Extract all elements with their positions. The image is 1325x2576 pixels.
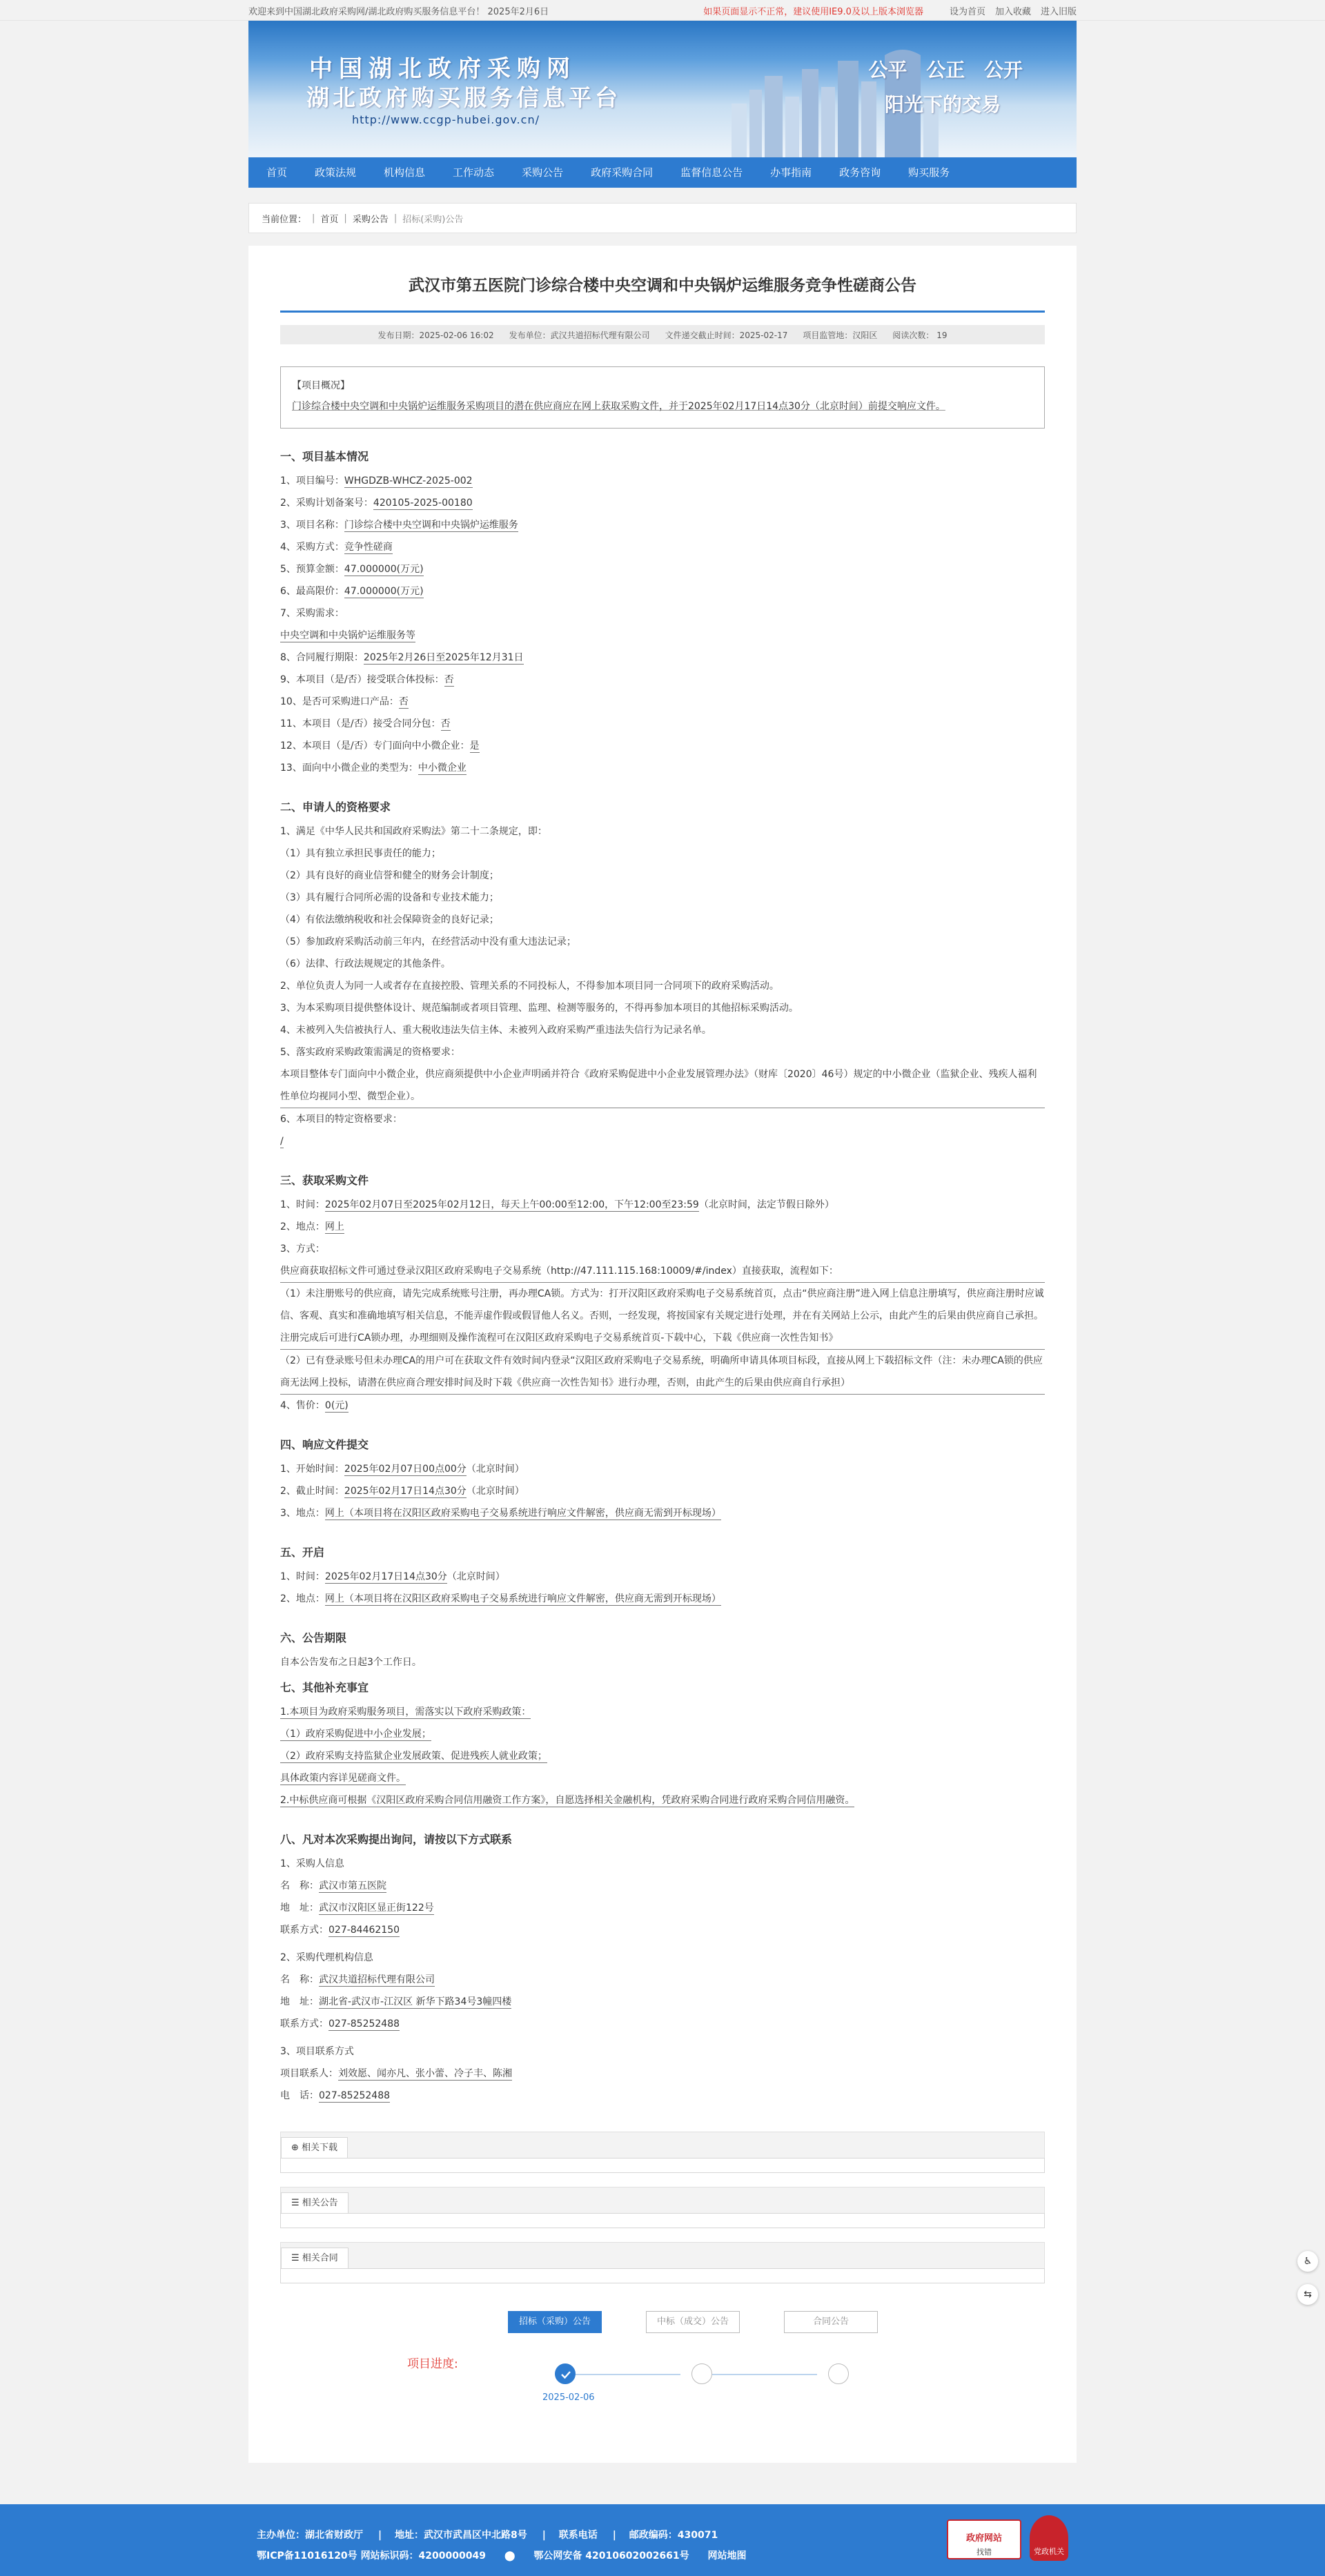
- info-row: [280, 1745, 1045, 1767]
- meta-views: 阅读次数： 19: [892, 330, 948, 340]
- info-row: 4、售价：0(元): [280, 1400, 349, 1411]
- qualification-item: 5、落实政府采购政策需满足的资格要求：: [280, 1047, 460, 1058]
- top-bar: [0, 0, 1325, 21]
- contact-group-title: 2、采购代理机构信息: [280, 1952, 373, 1963]
- obtain-method-step2: （2）已有登录账号但未办理CA的用户可在获取文件有效时间内登录“汉阳区政府采购电子交易系统，明确所申请具体项目标段，直接从网上下载招标文件（注：未办理CA锁的供应商无法网上投标，请潜在供应商合理安排时间及时下载《供应商一次性告知书》进行办理，否则，由此产生的后果由供应商自行承担）: [280, 1350, 1045, 1395]
- section-notice-period: [280, 1628, 1045, 1673]
- other-matter: 1.本项目为政府采购服务项目，需落实以下政府采购政策：: [280, 1707, 531, 1718]
- translate-icon[interactable]: ⇆: [1297, 2284, 1318, 2305]
- old-version-link[interactable]: 进入旧版: [1040, 6, 1077, 17]
- qualification-item: （3）具有履行合同所必需的设备和专业技术能力；: [280, 892, 499, 903]
- footer-address: 地址：武汉市武昌区中北路8号: [395, 2530, 527, 2541]
- set-homepage-link[interactable]: 设为首页: [949, 6, 985, 17]
- footer-sponsor: 主办单位：湖北省财政厅: [257, 2530, 363, 2541]
- breadcrumb-label: 当前位置：: [262, 214, 307, 225]
- info-row: [280, 1789, 1045, 1811]
- info-row: 2、截止时间：2025年02月17日14点30分（北京时间）: [280, 1486, 524, 1497]
- slogan-fairness: 公平 公正 公开: [868, 59, 1023, 81]
- info-row: 12、本项目（是/否）专门面向中小微企业：是: [280, 740, 480, 751]
- list-icon: ☰: [291, 2253, 302, 2263]
- main-nav: [0, 157, 1325, 188]
- header-banner: [0, 21, 1325, 157]
- special-requirement: /: [280, 1136, 284, 1147]
- related-downloads-tab[interactable]: ⊕ 相关下载: [281, 2137, 348, 2158]
- page-title: 武汉市第五医院门诊综合楼中央空调和中央锅炉运维服务竞争性磋商公告: [280, 273, 1045, 313]
- notice-period-text: 自本公告发布之日起3个工作日。: [280, 1657, 422, 1668]
- breadcrumb-separator: |: [393, 213, 398, 224]
- project-name: 门诊综合楼中央空调和中央锅炉运维服务: [344, 520, 518, 531]
- info-row: 2、地点：网上: [280, 1221, 344, 1232]
- info-row: 联系方式：027-85252488: [280, 2018, 400, 2029]
- qualification-item: （4）有依法缴纳税收和社会保障资金的良好记录；: [280, 914, 499, 925]
- step-pending-circle: [828, 2363, 849, 2384]
- section-heading: 二、申请人的资格要求: [280, 800, 391, 814]
- info-row: 1、开始时间：2025年02月07日00点00分（北京时间）: [280, 1464, 524, 1475]
- progress-connector: [712, 2374, 817, 2375]
- step-bidding-notice[interactable]: 招标（采购）公告: [508, 2311, 602, 2333]
- info-row: [280, 1701, 1045, 1723]
- article: [0, 246, 1325, 2463]
- breadcrumb-home[interactable]: 首页: [320, 214, 339, 225]
- nav-contracts[interactable]: 政府采购合同: [591, 166, 654, 179]
- project-number: WHGDZB-WHCZ-2025-002: [344, 475, 473, 486]
- section-opening: [280, 1542, 1045, 1610]
- qualification-item: （2）具有良好的商业信誉和健全的财务会计制度；: [280, 870, 499, 881]
- section-obtain-documents: [280, 1170, 1045, 1417]
- breadcrumb-notices[interactable]: 采购公告: [352, 214, 389, 225]
- joint-bid: 否: [444, 674, 454, 685]
- nav-purchase-services[interactable]: 购买服务: [908, 166, 950, 179]
- qualification-item: 1、满足《中华人民共和国政府采购法》第二十二条规定，即：: [280, 826, 547, 837]
- project-progress: [280, 2311, 1045, 2421]
- meta-bar: [280, 325, 1045, 344]
- info-row: 2、地点：网上（本项目将在汉阳区政府采购电子交易系统进行响应文件解密，供应商无需到开标现场）: [280, 1593, 721, 1604]
- section-heading: 四、响应文件提交: [280, 1438, 369, 1451]
- section-heading: 五、开启: [280, 1546, 325, 1559]
- nav-consult[interactable]: 政务咨询: [839, 166, 881, 179]
- purchaser-name: 武汉市第五医院: [319, 1880, 386, 1891]
- section-heading: 六、公告期限: [280, 1631, 347, 1644]
- obtain-time: 2025年02月07日至2025年02月12日，每天上午00:00至12:00，下午12:00至23:59: [324, 1199, 699, 1210]
- info-row: 联系方式：027-84462150: [280, 1925, 400, 1936]
- info-row: 名 称：武汉市第五医院: [280, 1880, 386, 1891]
- info-row: 10、是否可采购进口产品：否: [280, 696, 409, 707]
- section-heading: 一、项目基本情况: [280, 450, 369, 463]
- add-favorite-link[interactable]: 加入收藏: [994, 6, 1031, 17]
- site-subtitle: 湖北政府购买服务信息平台: [306, 84, 621, 111]
- info-row: 4、采购方式：竞争性磋商: [280, 542, 393, 553]
- agency-name: 武汉共道招标代理有限公司: [319, 1974, 435, 1985]
- progress-connector: [576, 2374, 680, 2375]
- other-matter: 2.中标供应商可根据《汉阳区政府采购合同信用融资工作方案》，自愿选择相关金融机构，凭政府采购合同进行政府采购合同信用融资。: [280, 1795, 855, 1806]
- progress-label: 项目进度:: [407, 2357, 458, 2371]
- info-row: 地 址：武汉市汉阳区显正街122号: [280, 1902, 434, 1914]
- procurement-demand: 中央空调和中央锅炉运维服务等: [280, 630, 415, 641]
- footer-contact-link[interactable]: 联系电话: [558, 2530, 598, 2541]
- check-icon: [555, 2363, 576, 2384]
- opening-place: 网上（本项目将在汉阳区政府采购电子交易系统进行响应文件解密，供应商无需到开标现场）: [324, 1593, 721, 1604]
- footer-site-code: 网站标识码：4200000049: [360, 2550, 486, 2562]
- info-row: 11、本项目（是/否）接受合同分包：否: [280, 718, 451, 729]
- footer-line2: [257, 2548, 747, 2562]
- other-matter: （2）政府采购支持监狱企业发展政策、促进残疾人就业政策；: [280, 1751, 547, 1762]
- browser-warning: 如果页面显示不正常，建议使用IE9.0及以上版本浏览器: [703, 6, 923, 17]
- footer-postcode: 邮政编码：430071: [629, 2530, 718, 2541]
- party-gov-badge[interactable]: 党政机关: [1030, 2515, 1068, 2561]
- sme-dedicated: 是: [469, 740, 480, 751]
- qualification-item: 4、未被列入失信被执行人、重大税收违法失信主体、未被列入政府采购严重违法失信行为记录名单。: [280, 1025, 711, 1036]
- section-heading: 七、其他补充事宜: [280, 1681, 369, 1694]
- info-row: 电 话：027-85252488: [280, 2090, 391, 2101]
- breadcrumb: [0, 203, 1325, 233]
- info-row: [280, 1723, 1045, 1745]
- gov-website-error-badge[interactable]: 政府网站 找错: [947, 2519, 1021, 2559]
- footer-sitemap-link[interactable]: 网站地图: [707, 2550, 747, 2562]
- overview-label: 【项目概况】: [292, 380, 350, 391]
- info-row: 3、项目名称：门诊综合楼中央空调和中央锅炉运维服务: [280, 520, 518, 531]
- info-row: [280, 1767, 1045, 1789]
- nav-home[interactable]: 首页: [266, 166, 288, 179]
- related-contracts-tab[interactable]: ☰ 相关合同: [281, 2248, 349, 2268]
- step-contract-notice[interactable]: 合同公告: [784, 2311, 878, 2333]
- related-contracts: [280, 2242, 1045, 2283]
- police-badge-icon: ⬤: [504, 2550, 519, 2562]
- slogan-sunshine: 阳光下的交易: [884, 93, 1001, 116]
- accessibility-icon[interactable]: ♿: [1297, 2251, 1318, 2272]
- related-notices: [280, 2187, 1045, 2228]
- meta-publish-date: 发布日期：2025-02-06 16:02: [377, 330, 494, 340]
- info-row: 3、地点：网上（本项目将在汉阳区政府采购电子交易系统进行响应文件解密，供应商无需到开标现场）: [280, 1508, 721, 1519]
- obtain-method-text: 供应商获取招标文件可通过登录汉阳区政府采购电子交易系统（http://47.111.115.168:10009/#/index）直接获取，流程如下：: [280, 1260, 1045, 1283]
- section-heading: 三、获取采购文件: [280, 1174, 369, 1187]
- submission-start: 2025年02月07日00点00分: [344, 1464, 467, 1475]
- plan-record-number: 420105-2025-00180: [373, 498, 473, 509]
- footer-police-link[interactable]: ⬤ 鄂公网安备 42010602002661号: [504, 2550, 689, 2562]
- meta-region: 项目监管地：汉阳区: [803, 330, 878, 340]
- info-row: 13、面向中小微企业的类型为：中小微企业: [280, 763, 467, 774]
- submission-place: 网上（本项目将在汉阳区政府采购电子交易系统进行响应文件解密，供应商无需到开标现场）: [324, 1508, 721, 1519]
- overview-text: 门诊综合楼中央空调和中央锅炉运维服务采购项目的潜在供应商应在网上获取采购文件，并于2025年02月17日14点30分（北京时间）前提交响应文件。: [292, 401, 945, 412]
- section-basic-info: [280, 446, 1045, 779]
- import-products: 否: [398, 696, 409, 707]
- section-contacts: [280, 1829, 1045, 2107]
- related-downloads: [280, 2132, 1045, 2173]
- section-other-matters: [280, 1678, 1045, 1811]
- step-award-notice[interactable]: 中标（成交）公告: [646, 2311, 740, 2333]
- section-submission: [280, 1435, 1045, 1524]
- other-matter: （1）政府采购促进中小企业发展；: [280, 1729, 431, 1740]
- nav-agencies[interactable]: 机构信息: [384, 166, 426, 179]
- contact-group-title: 3、项目联系方式: [280, 2046, 354, 2057]
- qualification-item: （1）具有独立承担民事责任的能力；: [280, 848, 441, 859]
- footer-icp-link[interactable]: 鄂ICP备11016120号: [257, 2550, 357, 2562]
- footer-line1: 主办单位：湖北省财政厅 | 地址：武汉市武昌区中北路8号 | 联系电话 | 邮政编码：430071: [257, 2530, 718, 2541]
- purchaser-address: 武汉市汉阳区显正街122号: [319, 1902, 434, 1914]
- document-price: 0(元): [324, 1400, 349, 1411]
- section-heading: 八、凡对本次采购提出询问，请按以下方式联系: [280, 1833, 513, 1846]
- related-notices-body: [280, 2213, 1045, 2228]
- info-row: 7、采购需求：: [280, 608, 344, 619]
- qualification-item: （6）法律、行政法规规定的其他条件。: [280, 958, 451, 970]
- info-row: 项目联系人：刘效愿、闻亦凡、张小蕾、冷子丰、陈湘: [280, 2068, 512, 2079]
- info-row: 1、项目编号：WHGDZB-WHCZ-2025-002: [280, 475, 473, 486]
- info-row: 6、最高限价：47.000000(万元): [280, 586, 424, 597]
- project-phone: 027-85252488: [319, 2090, 391, 2101]
- related-downloads-body: [280, 2158, 1045, 2173]
- welcome-text: 欢迎来到中国湖北政府采购网/湖北政府购买服务信息平台！ 2025年2月6日: [248, 6, 549, 17]
- info-row: 名 称：武汉共道招标代理有限公司: [280, 1974, 435, 1985]
- subcontract: 否: [440, 718, 451, 729]
- footer: [0, 2504, 1325, 2576]
- progress-date: 2025-02-06: [542, 2392, 595, 2403]
- other-matter: 具体政策内容详见磋商文件。: [280, 1773, 406, 1784]
- related-contracts-body: [280, 2268, 1045, 2283]
- contract-period: 2025年2月26日至2025年12月31日: [363, 652, 524, 663]
- obtain-method-step1: （1）未注册账号的供应商，请先完成系统账号注册，再办理CA锁。方式为：打开汉阳区政府采购电子交易系统首页，点击“供应商注册”进入网上信息注册填写，供应商注册时应诚信、客观、真实和准确地填写相关信息，不能弄虚作假或假冒他人名义。否则，一经发现，将按国家有关规定进行处理，并在有关网站上公示，由此产生的后果由供应商自己承担。注册完成后可进行CA锁办理，办理细则及操作流程可在汉阳区政府采购电子交易系统首页-下载中心，下载《供应商一次性告知书》: [280, 1283, 1045, 1350]
- opening-time: 2025年02月17日14点30分: [324, 1571, 447, 1582]
- breadcrumb-separator: |: [312, 213, 315, 224]
- site-url: http://www.ccgp-hubei.gov.cn/: [352, 113, 540, 126]
- meta-publisher: 发布单位：武汉共道招标代理有限公司: [509, 330, 650, 340]
- agency-address: 湖北省-武汉市-江汉区 新华下路34号3幢四楼: [319, 1996, 512, 2007]
- qualification-item: 6、本项目的特定资格要求：: [280, 1114, 402, 1125]
- info-row: [280, 1130, 1045, 1152]
- related-notices-tab[interactable]: ☰ 相关公告: [281, 2192, 349, 2213]
- info-row: [280, 625, 1045, 647]
- section-qualifications: [280, 797, 1045, 1152]
- info-row: 1、时间：2025年02月17日14点30分（北京时间）: [280, 1571, 505, 1582]
- list-icon: ☰: [291, 2198, 302, 2208]
- nav-procurement-notices[interactable]: 采购公告: [522, 166, 564, 179]
- info-row: 1、时间：2025年02月07日至2025年02月12日，每天上午00:00至12:00，下午12:00至23:59（北京时间，法定节假日除外）: [280, 1199, 834, 1210]
- sme-type: 中小微企业: [418, 763, 467, 774]
- site-title: 中国湖北政府采购网: [309, 55, 576, 83]
- qualification-item: （5）参加政府采购活动前三年内，在经营活动中没有重大违法记录；: [280, 936, 576, 947]
- nav-supervision[interactable]: 监督信息公告: [680, 166, 743, 179]
- info-row: 5、预算金额：47.000000(万元): [280, 564, 424, 575]
- nav-policies[interactable]: 政策法规: [315, 166, 357, 179]
- nav-news[interactable]: 工作动态: [453, 166, 495, 179]
- submission-deadline: 2025年02月17日14点30分: [344, 1486, 467, 1497]
- budget-amount: 47.000000(万元): [344, 564, 424, 575]
- project-overview: [280, 366, 1045, 429]
- meta-deadline: 文件递交截止时间：2025-02-17: [665, 330, 788, 340]
- step-pending-circle: [691, 2363, 712, 2384]
- info-row: 9、本项目（是/否）接受联合体投标：否: [280, 674, 454, 685]
- info-row: 8、合同履行期限：2025年2月26日至2025年12月31日: [280, 652, 524, 663]
- breadcrumb-current: 招标(采购)公告: [402, 214, 464, 225]
- purchaser-phone: 027-84462150: [328, 1925, 400, 1936]
- breadcrumb-separator: |: [344, 213, 347, 224]
- qualification-item: 3、为本采购项目提供整体设计、规范编制或者项目管理、监理、检测等服务的，不得再参加本项目的其他招标采购活动。: [280, 1003, 798, 1014]
- qualification-item: 2、单位负责人为同一人或者存在直接控股、管理关系的不同投标人，不得参加本项目同一合同项下的政府采购活动。: [280, 981, 779, 992]
- download-icon: ⊕: [291, 2143, 302, 2153]
- info-row: 2、采购计划备案号：420105-2025-00180: [280, 498, 473, 509]
- sme-policy-text: 本项目整体专门面向中小微企业，供应商须提供中小企业声明函并符合《政府采购促进中小企业发展管理办法》（财库〔2020〕46号）规定的中小微企业（监狱企业、残疾人福利性单位均视同小型、微型企业）。: [280, 1063, 1045, 1108]
- info-row: 地 址：湖北省-武汉市-江汉区 新华下路34号3幢四楼: [280, 1996, 512, 2007]
- contact-group-title: 1、采购人信息: [280, 1858, 344, 1869]
- max-price: 47.000000(万元): [344, 586, 424, 597]
- procurement-method: 竞争性磋商: [344, 542, 393, 553]
- agency-phone: 027-85252488: [328, 2018, 400, 2029]
- project-contacts: 刘效愿、闻亦凡、张小蕾、冷子丰、陈湘: [338, 2068, 512, 2079]
- obtain-place: 网上: [324, 1221, 344, 1232]
- info-row: 3、方式：: [280, 1243, 325, 1255]
- nav-guide[interactable]: 办事指南: [770, 166, 812, 179]
